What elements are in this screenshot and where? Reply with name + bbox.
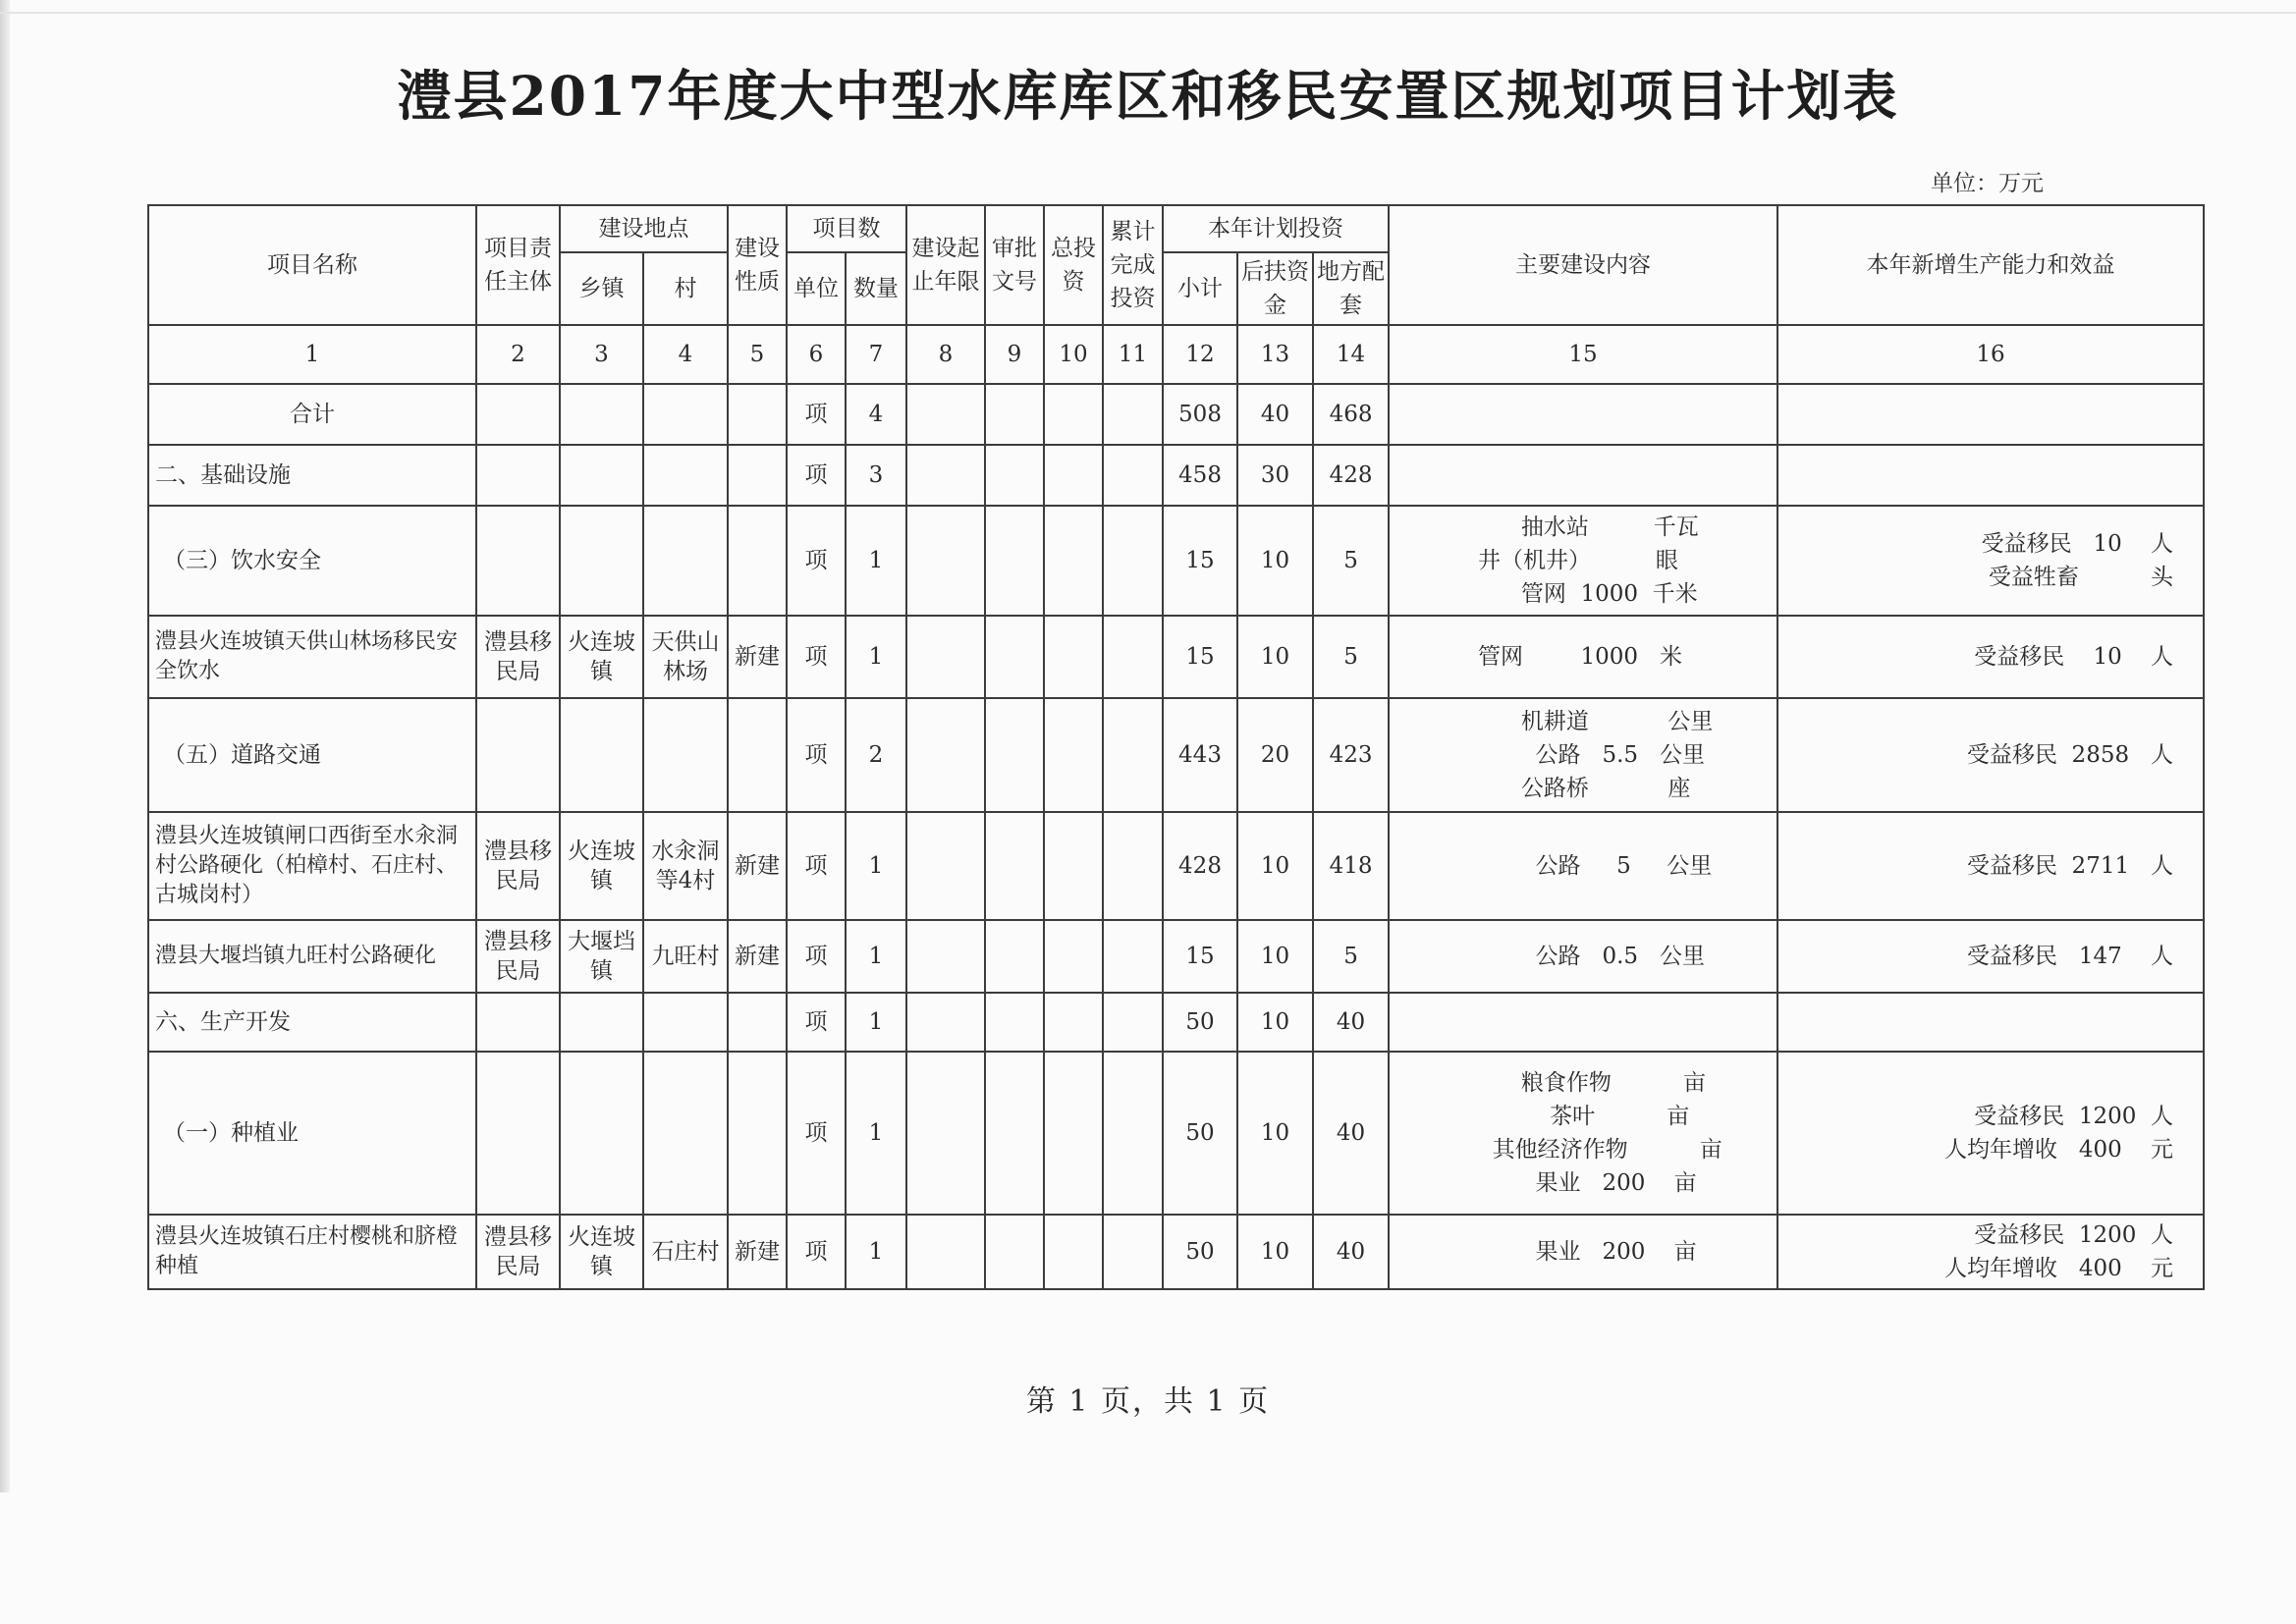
col-number: 13: [1237, 325, 1313, 384]
row-main-content: [1389, 1052, 1777, 1215]
row-benefit: [1777, 698, 2204, 812]
header-local-fund: 地方配套: [1313, 252, 1389, 325]
row-local: 40: [1313, 1052, 1389, 1215]
row-subtotal: 15: [1163, 920, 1237, 993]
row-town: 火连坡镇: [560, 812, 643, 920]
header-project-name: 项目名称: [148, 205, 476, 325]
content-line: 公路 0.5 公里: [1478, 944, 1705, 969]
row-unit: 项: [787, 812, 846, 920]
row-village: 水汆洞等4村: [643, 812, 728, 920]
row-owner: 澧县移民局: [476, 616, 560, 698]
header-nature: 建设性质: [728, 205, 787, 325]
row-unit: 项: [787, 993, 846, 1052]
row-total: [1044, 506, 1103, 616]
row-local: 5: [1313, 506, 1389, 616]
benefit-line: 受益移民 147 人: [1966, 944, 2174, 969]
row-owner: [476, 993, 560, 1052]
header-village: 村: [643, 252, 728, 325]
row-owner: 澧县移民局: [476, 812, 560, 920]
row-cum: [1103, 384, 1163, 445]
benefit-line: 受益牲畜 头: [1988, 565, 2174, 590]
row-period: [906, 698, 985, 812]
row-owner: 澧县移民局: [476, 1215, 560, 1289]
header-subtotal: 小计: [1163, 252, 1237, 325]
header-total-investment: 总投资: [1044, 205, 1103, 325]
row-local: 5: [1313, 920, 1389, 993]
header-approval: 审批文号: [985, 205, 1044, 325]
row-total: [1044, 616, 1103, 698]
content-line: 管网 1000 千米: [1478, 581, 1698, 607]
row-village: 天供山林场: [643, 616, 728, 698]
row-support: 10: [1237, 616, 1313, 698]
col-number: 14: [1313, 325, 1389, 384]
row-approval: [985, 698, 1044, 812]
row-main-content: [1389, 384, 1777, 445]
col-number: 5: [728, 325, 787, 384]
row-village: 九旺村: [643, 920, 728, 993]
row-unit: 项: [787, 920, 846, 993]
table-row: [148, 698, 2204, 812]
row-cum: [1103, 698, 1163, 812]
row-town: [560, 384, 643, 445]
row-support: 10: [1237, 1052, 1313, 1215]
row-town: 大堰垱镇: [560, 920, 643, 993]
row-town: [560, 1052, 643, 1215]
col-number: 10: [1044, 325, 1103, 384]
benefit-line: 受益移民 10 人: [1981, 531, 2174, 557]
row-support: 10: [1237, 920, 1313, 993]
table-row: [148, 1215, 2204, 1289]
row-local: 40: [1313, 993, 1389, 1052]
content-line: 公路桥 座: [1478, 776, 1691, 801]
col-number: 1: [148, 325, 476, 384]
row-qty: 4: [846, 384, 906, 445]
row-main-content: [1389, 506, 1777, 616]
row-project-name: 六、生产开发: [148, 993, 476, 1052]
table-row: [148, 920, 2204, 993]
row-support: 10: [1237, 1215, 1313, 1289]
row-main-content: [1389, 812, 1777, 920]
row-cum: [1103, 445, 1163, 506]
row-unit: 项: [787, 445, 846, 506]
row-project-name: 澧县火连坡镇天供山林场移民安全饮水: [148, 616, 476, 698]
benefit-line: 受益移民 10 人: [1974, 644, 2174, 670]
row-project-name: 合计: [148, 384, 476, 445]
row-unit: 项: [787, 506, 846, 616]
row-period: [906, 920, 985, 993]
row-qty: 1: [846, 506, 906, 616]
row-approval: [985, 1052, 1044, 1215]
row-nature: [728, 993, 787, 1052]
scan-left-edge: [0, 0, 10, 1492]
row-approval: [985, 506, 1044, 616]
row-owner: [476, 698, 560, 812]
row-village: [643, 506, 728, 616]
row-benefit: [1777, 920, 2204, 993]
row-total: [1044, 993, 1103, 1052]
table-row: [148, 445, 2204, 506]
table-row: [148, 384, 2204, 445]
row-main-content: [1389, 1215, 1777, 1289]
row-cum: [1103, 616, 1163, 698]
content-line: 果业 200 亩: [1478, 1239, 1697, 1265]
row-local: 5: [1313, 616, 1389, 698]
col-number: 4: [643, 325, 728, 384]
row-approval: [985, 993, 1044, 1052]
row-benefit: [1777, 812, 2204, 920]
row-benefit: [1777, 1215, 2204, 1289]
page-title: 澧县2017年度大中型水库库区和移民安置区规划项目计划表: [397, 64, 1899, 128]
scan-top-line: [0, 12, 2296, 14]
benefit-line: 人均年增收 400 元: [1943, 1137, 2174, 1163]
col-number: 7: [846, 325, 906, 384]
row-support: 10: [1237, 812, 1313, 920]
row-project-name: 澧县火连坡镇石庄村樱桃和脐橙种植: [148, 1215, 476, 1289]
header-count: 项目数: [787, 205, 906, 252]
benefit-line: 受益移民 2711 人: [1966, 853, 2174, 879]
row-subtotal: 508: [1163, 384, 1237, 445]
row-benefit: [1777, 993, 2204, 1052]
row-qty: 1: [846, 993, 906, 1052]
row-qty: 1: [846, 920, 906, 993]
row-main-content: [1389, 993, 1777, 1052]
benefit-line: 受益移民 2858 人: [1966, 742, 2174, 768]
row-total: [1044, 1215, 1103, 1289]
row-support: 20: [1237, 698, 1313, 812]
table-row: [148, 1052, 2204, 1215]
row-subtotal: 15: [1163, 616, 1237, 698]
row-main-content: [1389, 616, 1777, 698]
row-project-name: （三）饮水安全: [148, 506, 476, 616]
row-local: 468: [1313, 384, 1389, 445]
row-project-name: 二、基础设施: [148, 445, 476, 506]
row-main-content: [1389, 920, 1777, 993]
row-village: 石庄村: [643, 1215, 728, 1289]
row-project-name: （五）道路交通: [148, 698, 476, 812]
row-village: [643, 445, 728, 506]
row-total: [1044, 1052, 1103, 1215]
benefit-line: 受益移民 1200 人: [1974, 1104, 2174, 1129]
content-line: 管网 1000 米: [1478, 644, 1682, 670]
row-qty: 1: [846, 1052, 906, 1215]
content-line: 粮食作物 亩: [1478, 1070, 1707, 1096]
benefit-line: 人均年增收 400 元: [1943, 1256, 2174, 1281]
row-support: 10: [1237, 506, 1313, 616]
row-period: [906, 384, 985, 445]
row-project-name: 澧县大堰垱镇九旺村公路硬化: [148, 920, 476, 993]
table-row: [148, 993, 2204, 1052]
row-local: 40: [1313, 1215, 1389, 1289]
row-cum: [1103, 993, 1163, 1052]
row-owner: 澧县移民局: [476, 920, 560, 993]
row-cum: [1103, 506, 1163, 616]
row-unit: 项: [787, 698, 846, 812]
plan-table: [147, 204, 2205, 1290]
col-number: 2: [476, 325, 560, 384]
row-approval: [985, 445, 1044, 506]
row-village: [643, 698, 728, 812]
row-total: [1044, 445, 1103, 506]
row-nature: 新建: [728, 1215, 787, 1289]
col-number: 11: [1103, 325, 1163, 384]
header-count-qty: 数量: [846, 252, 906, 325]
row-town: [560, 506, 643, 616]
row-nature: [728, 384, 787, 445]
row-local: 423: [1313, 698, 1389, 812]
content-line: 公路 5.5 公里: [1478, 742, 1705, 768]
row-local: 428: [1313, 445, 1389, 506]
row-main-content: [1389, 445, 1777, 506]
row-benefit: [1777, 384, 2204, 445]
content-line: 公路 5 公里: [1478, 853, 1713, 879]
row-qty: 3: [846, 445, 906, 506]
row-subtotal: 50: [1163, 1052, 1237, 1215]
row-benefit: [1777, 445, 2204, 506]
row-benefit: [1777, 1052, 2204, 1215]
row-subtotal: 15: [1163, 506, 1237, 616]
row-subtotal: 458: [1163, 445, 1237, 506]
row-approval: [985, 920, 1044, 993]
content-line: 其他经济作物 亩: [1478, 1137, 1722, 1163]
row-cum: [1103, 812, 1163, 920]
row-subtotal: 443: [1163, 698, 1237, 812]
page-footer: 第 1 页，共 1 页: [1025, 1384, 1271, 1419]
col-number: 15: [1389, 325, 1777, 384]
row-local: 418: [1313, 812, 1389, 920]
row-nature: [728, 506, 787, 616]
row-nature: 新建: [728, 812, 787, 920]
row-benefit: [1777, 506, 2204, 616]
row-period: [906, 445, 985, 506]
row-period: [906, 506, 985, 616]
row-subtotal: 428: [1163, 812, 1237, 920]
row-unit: 项: [787, 1052, 846, 1215]
row-town: [560, 993, 643, 1052]
row-village: [643, 993, 728, 1052]
row-total: [1044, 920, 1103, 993]
row-qty: 2: [846, 698, 906, 812]
row-owner: [476, 384, 560, 445]
row-unit: 项: [787, 616, 846, 698]
row-town: 火连坡镇: [560, 616, 643, 698]
table-row: [148, 812, 2204, 920]
header-plan-investment: 本年计划投资: [1163, 205, 1389, 252]
row-nature: 新建: [728, 920, 787, 993]
header-owner: 项目责任主体: [476, 205, 560, 325]
benefit-line: 受益移民 1200 人: [1974, 1222, 2174, 1248]
row-support: 30: [1237, 445, 1313, 506]
row-approval: [985, 1215, 1044, 1289]
row-town: [560, 698, 643, 812]
header-benefit: 本年新增生产能力和效益: [1777, 205, 2204, 325]
row-owner: [476, 1052, 560, 1215]
row-period: [906, 616, 985, 698]
row-village: [643, 384, 728, 445]
row-qty: 1: [846, 616, 906, 698]
row-period: [906, 812, 985, 920]
row-owner: [476, 506, 560, 616]
row-approval: [985, 812, 1044, 920]
col-number: 8: [906, 325, 985, 384]
row-total: [1044, 812, 1103, 920]
row-cum: [1103, 1052, 1163, 1215]
col-number: 6: [787, 325, 846, 384]
col-number: 3: [560, 325, 643, 384]
content-line: 抽水站 千瓦: [1478, 514, 1699, 540]
header-main-content: 主要建设内容: [1389, 205, 1777, 325]
row-nature: 新建: [728, 616, 787, 698]
header-cumulative-investment: 累计完成投资: [1103, 205, 1163, 325]
header-support-fund: 后扶资金: [1237, 252, 1313, 325]
row-unit: 项: [787, 384, 846, 445]
row-support: 10: [1237, 993, 1313, 1052]
row-period: [906, 993, 985, 1052]
content-line: 茶叶 亩: [1478, 1104, 1690, 1129]
row-owner: [476, 445, 560, 506]
row-town: 火连坡镇: [560, 1215, 643, 1289]
row-subtotal: 50: [1163, 1215, 1237, 1289]
row-project-name: 澧县火连坡镇闸口西街至水汆洞村公路硬化（柏樟村、石庄村、古城岗村）: [148, 812, 476, 920]
row-qty: 1: [846, 1215, 906, 1289]
column-number-row: [148, 325, 2204, 384]
row-total: [1044, 384, 1103, 445]
row-approval: [985, 616, 1044, 698]
row-subtotal: 50: [1163, 993, 1237, 1052]
row-period: [906, 1052, 985, 1215]
row-nature: [728, 445, 787, 506]
content-line: 果业 200 亩: [1478, 1170, 1697, 1196]
row-nature: [728, 698, 787, 812]
row-project-name: （一）种植业: [148, 1052, 476, 1215]
unit-label: 单位：万元: [1931, 171, 2044, 196]
header-count-unit: 单位: [787, 252, 846, 325]
row-qty: 1: [846, 812, 906, 920]
row-benefit: [1777, 616, 2204, 698]
content-line: 机耕道 公里: [1478, 709, 1714, 734]
table-row: [148, 506, 2204, 616]
header-period: 建设起止年限: [906, 205, 985, 325]
row-main-content: [1389, 698, 1777, 812]
col-number: 16: [1777, 325, 2204, 384]
header-row-1: [148, 205, 2204, 252]
row-total: [1044, 698, 1103, 812]
row-cum: [1103, 1215, 1163, 1289]
row-village: [643, 1052, 728, 1215]
row-town: [560, 445, 643, 506]
row-period: [906, 1215, 985, 1289]
header-location: 建设地点: [560, 205, 728, 252]
col-number: 12: [1163, 325, 1237, 384]
row-nature: [728, 1052, 787, 1215]
table-row: [148, 616, 2204, 698]
row-support: 40: [1237, 384, 1313, 445]
col-number: 9: [985, 325, 1044, 384]
row-unit: 项: [787, 1215, 846, 1289]
content-line: 井（机井） 眼: [1478, 548, 1678, 573]
header-town: 乡镇: [560, 252, 643, 325]
row-approval: [985, 384, 1044, 445]
row-cum: [1103, 920, 1163, 993]
